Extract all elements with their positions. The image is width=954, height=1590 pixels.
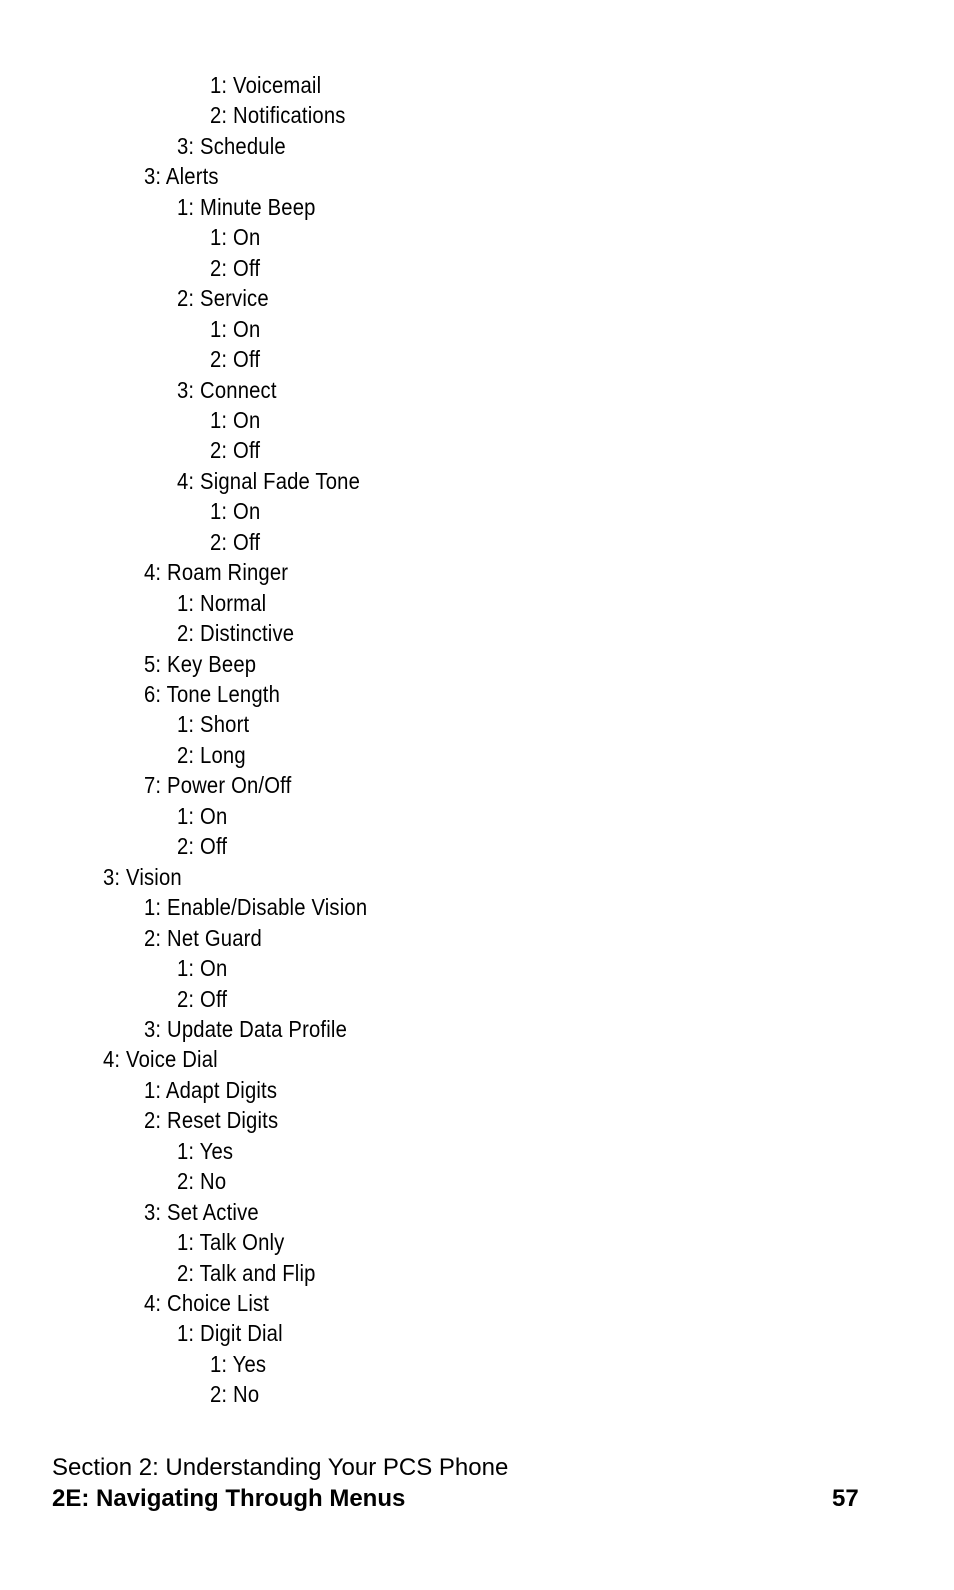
menu-item-level-1: 4: Roam Ringer: [144, 559, 289, 585]
menu-item-level-1: 1: Enable/Disable Vision: [144, 894, 368, 920]
footer-chapter-title: 2E: Navigating Through Menus: [52, 1485, 406, 1512]
menu-item-level-2: 1: Short: [177, 711, 250, 737]
menu-item-level-2: 1: On: [177, 955, 228, 981]
menu-item-level-2: 1: Normal: [177, 590, 267, 616]
menu-item-level-0: 3: Vision: [103, 864, 182, 890]
menu-item-level-3: 1: On: [210, 407, 261, 433]
menu-item-level-3: 1: Voicemail: [210, 72, 322, 98]
menu-item-level-3: 2: Off: [210, 437, 261, 463]
menu-item-level-2: 3: Connect: [177, 377, 277, 403]
menu-item-level-3: 2: Off: [210, 346, 261, 372]
menu-item-level-1: 7: Power On/Off: [144, 772, 292, 798]
menu-item-level-1: 3: Update Data Profile: [144, 1016, 348, 1042]
menu-item-level-2: 1: Minute Beep: [177, 194, 316, 220]
menu-item-level-3: 1: On: [210, 498, 261, 524]
menu-item-level-2: 4: Signal Fade Tone: [177, 468, 361, 494]
menu-item-level-3: 2: Off: [210, 529, 261, 555]
menu-item-level-1: 5: Key Beep: [144, 651, 257, 677]
menu-item-level-2: 1: Digit Dial: [177, 1320, 283, 1346]
footer-section-title: Section 2: Understanding Your PCS Phone: [52, 1454, 509, 1481]
menu-item-level-1: 4: Choice List: [144, 1290, 270, 1316]
menu-item-level-2: 1: Yes: [177, 1138, 234, 1164]
menu-item-level-2: 3: Schedule: [177, 133, 286, 159]
menu-item-level-2: 2: Service: [177, 285, 269, 311]
menu-item-level-2: 2: Off: [177, 986, 228, 1012]
menu-item-level-0: 4: Voice Dial: [103, 1046, 218, 1072]
menu-item-level-1: 2: Reset Digits: [144, 1107, 279, 1133]
menu-item-level-3: 1: On: [210, 224, 261, 250]
menu-item-level-3: 2: No: [210, 1381, 260, 1407]
menu-item-level-1: 1: Adapt Digits: [144, 1077, 278, 1103]
menu-item-level-2: 2: No: [177, 1168, 227, 1194]
menu-item-level-3: 2: Off: [210, 255, 261, 281]
menu-item-level-2: 2: Talk and Flip: [177, 1260, 316, 1286]
menu-item-level-2: 2: Long: [177, 742, 246, 768]
menu-item-level-2: 2: Distinctive: [177, 620, 295, 646]
menu-item-level-1: 2: Net Guard: [144, 925, 262, 951]
menu-item-level-2: 2: Off: [177, 833, 228, 859]
menu-item-level-1: 3: Set Active: [144, 1199, 259, 1225]
menu-item-level-1: 6: Tone Length: [144, 681, 281, 707]
menu-item-level-1: 3: Alerts: [144, 163, 219, 189]
menu-item-level-2: 1: On: [177, 803, 228, 829]
menu-item-level-2: 1: Talk Only: [177, 1229, 285, 1255]
menu-item-level-3: 1: Yes: [210, 1351, 267, 1377]
menu-item-level-3: 2: Notifications: [210, 102, 346, 128]
page-number: 57: [832, 1485, 859, 1512]
menu-item-level-3: 1: On: [210, 316, 261, 342]
